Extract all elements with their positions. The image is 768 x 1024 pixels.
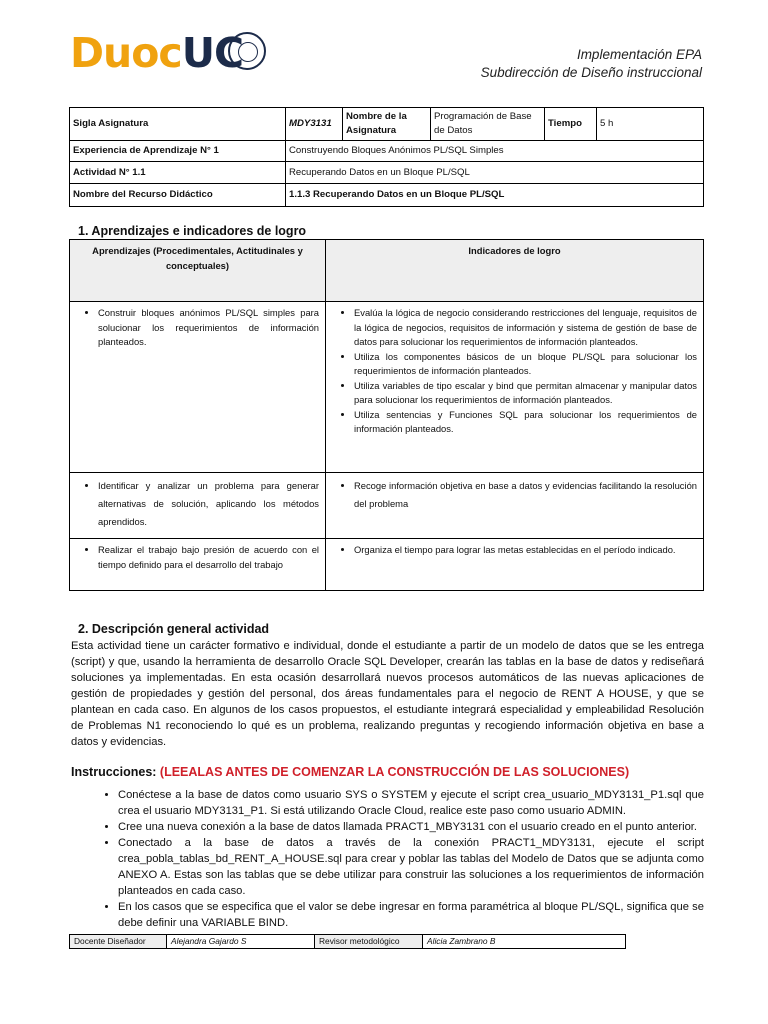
recurso-label: Nombre del Recurso Didáctico bbox=[70, 184, 286, 207]
actividad-label: Actividad N° 1.1 bbox=[70, 162, 286, 184]
aprendizaje-2: • Identificar y analizar un problema para generar alternativas de solución, aplicando los métodos aprendidos. bbox=[98, 477, 319, 531]
docente-label: Docente Diseñador bbox=[70, 935, 167, 949]
indicador-3-1: • Organiza el tiempo para lograr las metas establecidas en el período indicado. bbox=[354, 543, 697, 558]
indicador-1-3: • Utiliza variables de tipo escalar y bind que permitan almacenar y manipular datos para solucionar los requerimientos de información planteados. bbox=[354, 379, 697, 408]
seal-icon bbox=[228, 32, 266, 70]
header-line-2: Subdirección de Diseño instruccional bbox=[480, 65, 702, 80]
actividad-value: Recuperando Datos en un Bloque PL/SQL bbox=[286, 162, 704, 184]
learning-table bbox=[69, 239, 704, 591]
tiempo-label: Tiempo bbox=[545, 108, 597, 141]
sigla-label: Sigla Asignatura bbox=[70, 108, 286, 141]
indicador-1-4: • Utiliza sentencias y Funciones SQL para solucionar los requerimientos de información planteados. bbox=[354, 408, 697, 437]
instructions-warning: (LEEALAS ANTES DE COMENZAR LA CONSTRUCCIÓN DE LAS SOLUCIONES) bbox=[159, 765, 630, 779]
instructions-list bbox=[71, 787, 704, 931]
col-aprendizajes-header: Aprendizajes (Procedimentales, Actitudinales y conceptuales) bbox=[70, 240, 326, 302]
description-paragraph: Esta actividad tiene un carácter formativo e individual, donde el estudiante a partir de un modelo de datos que se les entrega (script) y que, usando la herramienta de desarrollo Oracle SQL Developer, crearán las tablas en la base de datos y rediseñará soluciones ya implementadas. En esta ocasión desarrollará nuevos procesos automáticos de las nuevas aplicaciones de gestión de propiedades y gestión del personal, dos áreas fundamentales para el negocio de RENT A HOUSE, y que se plantean en cada caso. En algunos de los casos propuestos, el estudiante integrará especialidad y empleabilidad Resolución de Problemas N1 reconociendo lo qué es un problema, realizando preguntas y recogiendo información objetiva en base a datos y evidencias. bbox=[71, 640, 704, 748]
revisor-label: Revisor metodológico bbox=[315, 935, 423, 949]
table-row bbox=[70, 302, 704, 473]
table-row bbox=[70, 539, 704, 591]
tiempo-value: 5 h bbox=[597, 108, 704, 141]
indicador-2-1: • Recoge información objetiva en base a datos y evidencias facilitando la resolución del problema bbox=[354, 477, 697, 513]
table-row bbox=[70, 473, 704, 539]
col-indicadores-header: Indicadores de logro bbox=[326, 240, 704, 302]
instruction-step-1: • Conéctese a la base de datos como usuario SYS o SYSTEM y ejecute el script crea_usuario_MDY3131_P1.sql que crea el usuario MDY3131_P1. Si está utilizando Oracle Cloud, realice este paso como usuario ADMIN. bbox=[118, 787, 704, 819]
duocuc-logo: DuocUC bbox=[70, 29, 244, 77]
indicador-1-2: • Utiliza los componentes básicos de un bloque PL/SQL para solucionar los requerimientos de información planteados. bbox=[354, 350, 697, 379]
nombre-value: Programación de Base de Datos bbox=[431, 108, 545, 141]
experiencia-label: Experiencia de Aprendizaje N° 1 bbox=[70, 141, 286, 162]
experiencia-value: Construyendo Bloques Anónimos PL/SQL Simples bbox=[286, 141, 704, 162]
docente-value: Alejandra Gajardo S bbox=[167, 935, 315, 949]
instruction-step-3: • Conectado a la base de datos a través de la conexión PRACT1_MDY3131, ejecute el script crea_pobla_tablas_bd_RENT_A_HOUSE.sql para crear y poblar las tablas del Modelo de Datos que se adjunta como ANEXO A. Estas son las tablas que se debe utilizar para construir las soluciones a los requerimientos de información planteados en cada caso. bbox=[118, 835, 704, 899]
footer-table bbox=[69, 934, 626, 949]
revisor-value: Alicia Zambrano B bbox=[423, 935, 626, 949]
section-2-title: 2. Descripción general actividad bbox=[78, 622, 270, 636]
aprendizaje-1: • Construir bloques anónimos PL/SQL simples para solucionar los requerimientos de información planteados. bbox=[98, 306, 319, 350]
info-table bbox=[69, 107, 704, 207]
instruction-step-4: • En los casos que se especifica que el valor se debe ingresar en forma paramétrica al bloque PL/SQL, significa que se debe definir una VARIABLE BIND. bbox=[118, 899, 704, 931]
section-1-title: 1. Aprendizajes e indicadores de logro bbox=[78, 224, 307, 238]
sigla-value: MDY3131 bbox=[286, 108, 343, 141]
indicador-1-1: • Evalúa la lógica de negocio considerando restricciones del lenguaje, requisitos de la lógica de negocios, requisitos de información y sistema de gestión de base de datos para solucionar los requerimientos de información planteados. bbox=[354, 306, 697, 350]
instructions-label: Instrucciones: bbox=[71, 765, 160, 779]
nombre-label: Nombre de la Asignatura bbox=[343, 108, 431, 141]
instructions-heading bbox=[71, 765, 629, 779]
header-line-1: Implementación EPA bbox=[576, 47, 702, 62]
instruction-step-2: • Cree una nueva conexión a la base de datos llamada PRACT1_MBY3131 con el usuario creado en el punto anterior. bbox=[118, 819, 704, 835]
aprendizaje-3: • Realizar el trabajo bajo presión de acuerdo con el tiempo definido para el desarrollo del trabajo bbox=[98, 543, 319, 572]
recurso-value: 1.1.3 Recuperando Datos en un Bloque PL/SQL bbox=[286, 184, 704, 207]
